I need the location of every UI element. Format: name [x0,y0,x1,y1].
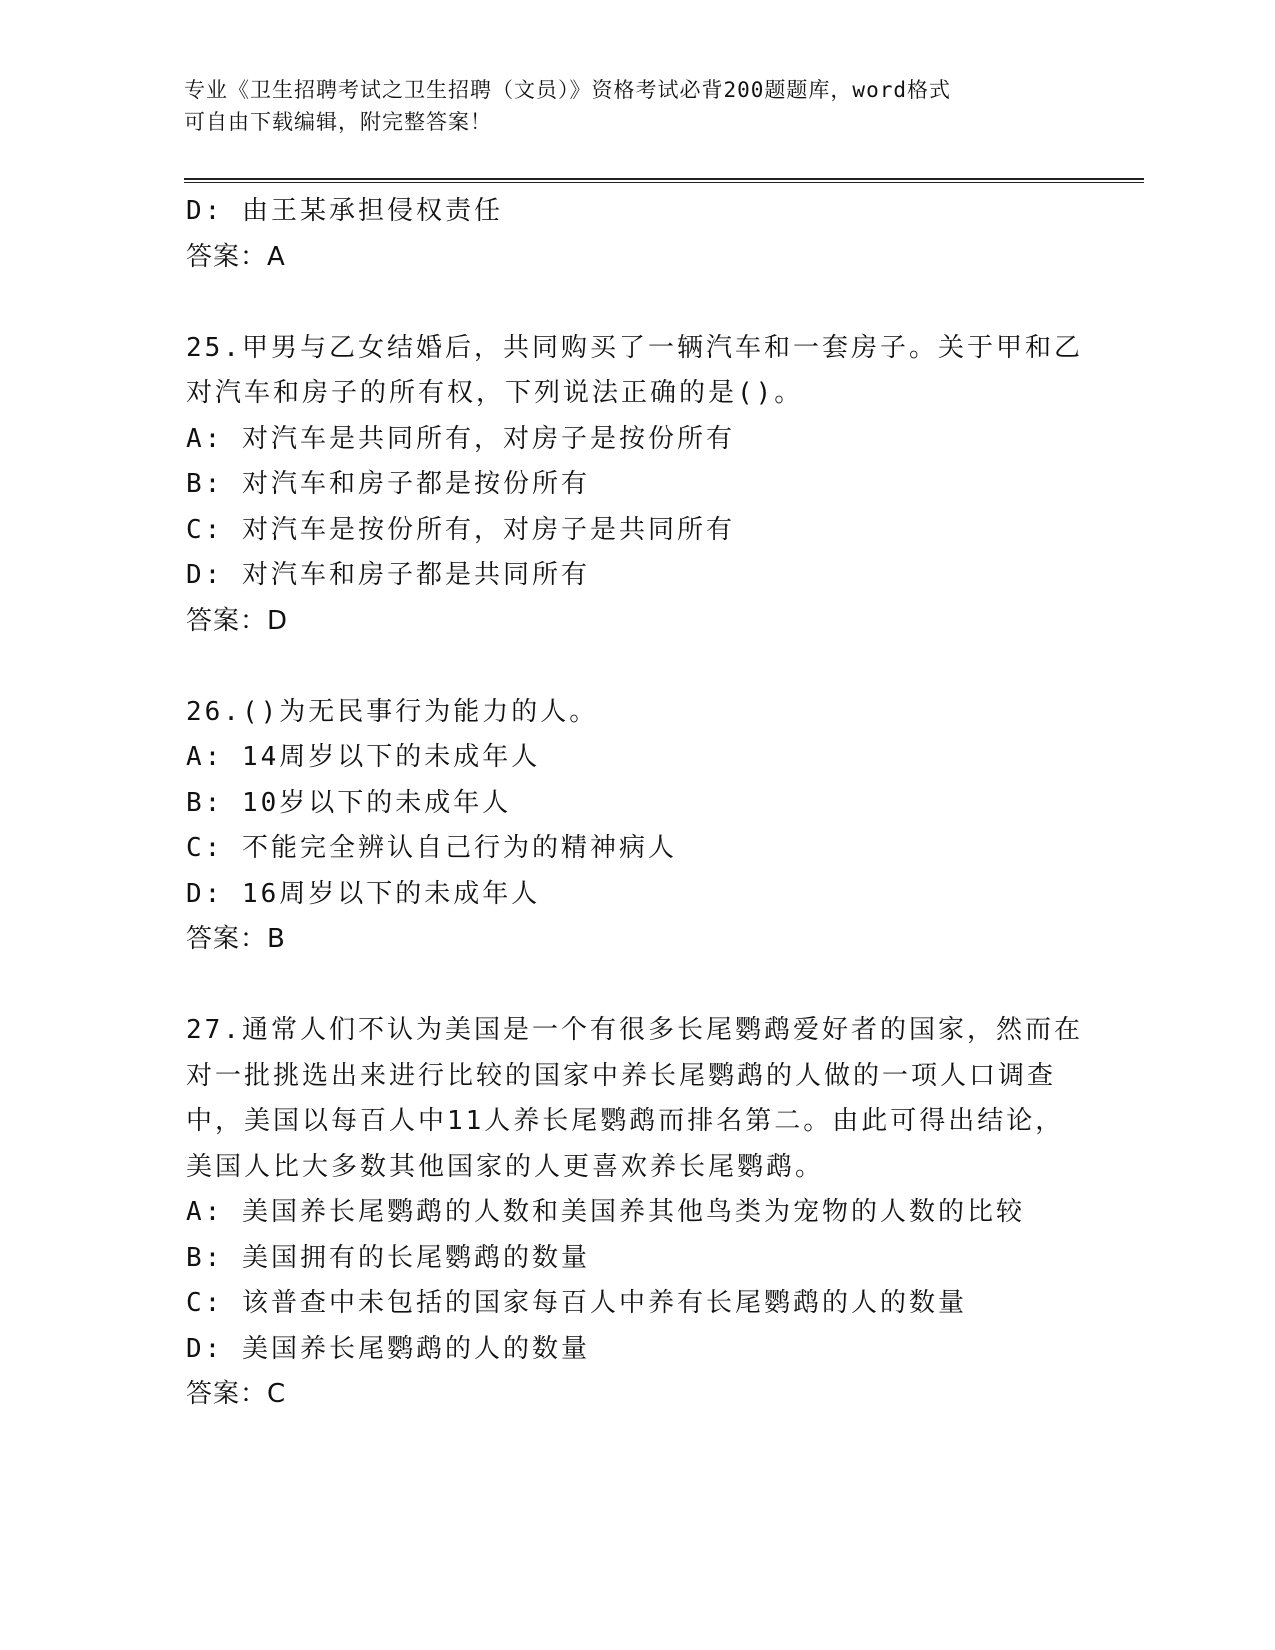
answer-line: 答案：C [186,1379,287,1409]
question-27 [186,1008,1086,1418]
question-25 [186,326,1086,645]
option-d: D: 由王某承担侵权责任 [186,196,503,226]
option-a: A: 对汽车是共同所有，对房子是按份所有 [186,423,735,454]
header-line-2: 可自由下载编辑，附完整答案！ [184,110,492,134]
option-d: D: 对汽车和房子都是共同所有 [186,560,590,590]
answer-line: 答案：D [186,605,289,636]
option-d: D: 美国养长尾鹦鹉的人的数量 [186,1333,590,1364]
question-24-tail [186,189,1086,280]
header-rule-thick [184,178,1144,180]
header-line-1: 专业《卫生招聘考试之卫生招聘（文员）》资格考试必背200题题库，word格式 [184,78,951,102]
spacer [186,644,1086,690]
option-d: D: 16周岁以下的未成年人 [186,878,541,909]
question-stem: 26.()为无民事行为能力的人。 [186,696,599,727]
question-stem: 25.甲男与乙女结婚后，共同购买了一辆汽车和一套房子。关于甲和乙 [186,332,1083,363]
question-stem: 对汽车和房子的所有权，下列说法正确的是()。 [186,378,804,408]
option-a: A: 14周岁以下的未成年人 [186,742,541,772]
answer-line: 答案：A [186,241,286,272]
option-b: B: 美国拥有的长尾鹦鹉的数量 [186,1242,590,1273]
answer-line: 答案：B [186,924,286,954]
spacer [186,963,1086,1009]
option-c: C: 不能完全辨认自己行为的精神病人 [186,833,677,863]
question-stem: 对一批挑选出来进行比较的国家中养长尾鹦鹉的人做的一项人口调查 [186,1060,1057,1091]
spacer [186,280,1086,326]
question-list [186,189,1086,1418]
question-stem: 美国人比大多数其他国家的人更喜欢养长尾鹦鹉。 [186,1151,825,1182]
option-b: B: 10岁以下的未成年人 [186,787,512,818]
option-b: B: 对汽车和房子都是按份所有 [186,469,590,499]
header-rule-thin [184,182,1144,183]
question-stem: 27.通常人们不认为美国是一个有很多长尾鹦鹉爱好者的国家，然而在 [186,1015,1083,1045]
option-c: C: 对汽车是按份所有，对房子是共同所有 [186,514,735,545]
question-stem: 中，美国以每百人中11人养长尾鹦鹉而排名第二。由此可得出结论， [186,1106,1065,1136]
option-c: C: 该普查中未包括的国家每百人中养有长尾鹦鹉的人的数量 [186,1288,967,1318]
question-26 [186,690,1086,963]
option-a: A: 美国养长尾鹦鹉的人数和美国养其他鸟类为宠物的人数的比较 [186,1197,1025,1227]
document-header [184,74,1064,138]
